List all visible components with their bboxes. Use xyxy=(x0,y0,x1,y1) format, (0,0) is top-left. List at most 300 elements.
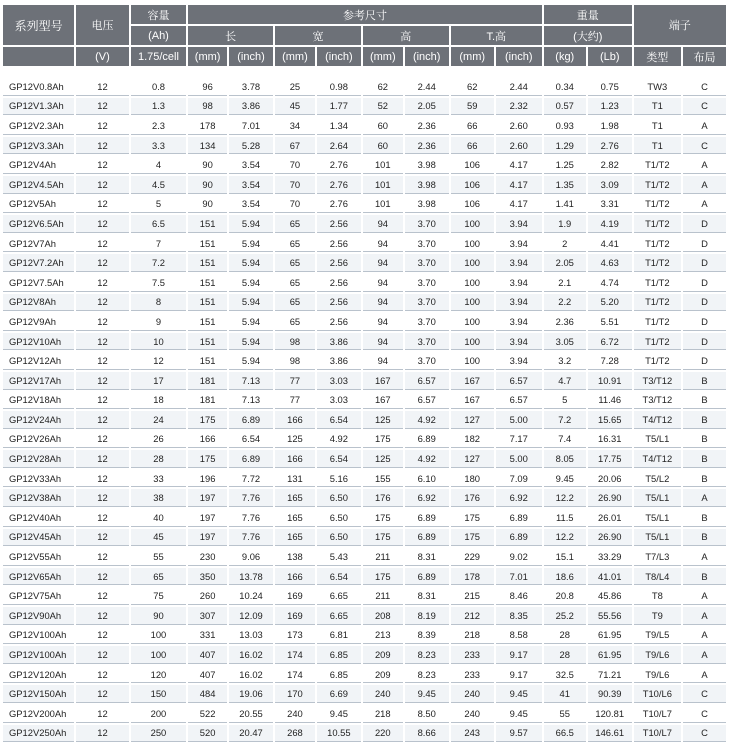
cell-total-height-inch: 8.35 xyxy=(496,607,542,625)
cell-weight-lb: 4.63 xyxy=(588,254,632,272)
table-row xyxy=(3,646,726,664)
cell-terminal-type: T1 xyxy=(634,117,681,135)
cell-weight-lb: 11.46 xyxy=(588,392,632,410)
cell-height-inch: 6.57 xyxy=(405,372,449,390)
table-row xyxy=(3,685,726,703)
cell-model: GP12V18Ah xyxy=(3,392,74,410)
cell-total-height-mm: 106 xyxy=(451,156,494,174)
cell-total-height-mm: 218 xyxy=(451,627,494,645)
cell-length-inch: 3.54 xyxy=(229,176,273,194)
cell-length-mm: 151 xyxy=(188,235,227,253)
cell-width-inch: 6.65 xyxy=(317,587,361,605)
cell-weight-kg: 15.1 xyxy=(544,548,586,566)
cell-weight-kg: 2.1 xyxy=(544,274,586,292)
cell-height-inch: 6.10 xyxy=(405,470,449,488)
cell-model: GP12V75Ah xyxy=(3,587,74,605)
cell-model: GP12V7Ah xyxy=(3,235,74,253)
table-row xyxy=(3,529,726,547)
cell-terminal-type: T1/T2 xyxy=(634,352,681,370)
cell-total-height-mm: 167 xyxy=(451,372,494,390)
cell-terminal-layout: D xyxy=(683,235,726,253)
header-length: 长 xyxy=(188,26,273,45)
cell-capacity: 10 xyxy=(131,333,187,351)
cell-weight-kg: 0.93 xyxy=(544,117,586,135)
cell-capacity: 9 xyxy=(131,313,187,331)
cell-width-inch: 6.81 xyxy=(317,627,361,645)
cell-width-inch: 2.76 xyxy=(317,156,361,174)
cell-total-height-mm: 178 xyxy=(451,568,494,586)
cell-model: GP12V7.2Ah xyxy=(3,254,74,272)
cell-total-height-mm: 66 xyxy=(451,117,494,135)
table-row xyxy=(3,725,726,743)
header-length-mm: (mm) xyxy=(188,47,227,66)
table-row xyxy=(3,254,726,272)
cell-capacity: 150 xyxy=(131,685,187,703)
cell-model: GP12V4.5Ah xyxy=(3,176,74,194)
cell-weight-lb: 3.31 xyxy=(588,196,632,214)
cell-height-inch: 6.92 xyxy=(405,489,449,507)
table-row xyxy=(3,156,726,174)
cell-total-height-mm: 212 xyxy=(451,607,494,625)
cell-length-inch: 3.86 xyxy=(229,98,273,116)
table-row xyxy=(3,509,726,527)
cell-terminal-layout: A xyxy=(683,176,726,194)
cell-total-height-inch: 2.60 xyxy=(496,117,542,135)
cell-weight-lb: 2.82 xyxy=(588,156,632,174)
cell-weight-kg: 1.9 xyxy=(544,215,586,233)
header-weight-lb: (Lb) xyxy=(588,47,632,66)
header-width: 宽 xyxy=(275,26,361,45)
cell-terminal-layout: A xyxy=(683,196,726,214)
table-row xyxy=(3,196,726,214)
cell-weight-kg: 4.7 xyxy=(544,372,586,390)
cell-height-mm: 208 xyxy=(363,607,403,625)
cell-width-inch: 10.55 xyxy=(317,725,361,743)
table-row xyxy=(3,666,726,684)
cell-capacity: 17 xyxy=(131,372,187,390)
cell-model: GP12V90Ah xyxy=(3,607,74,625)
cell-weight-kg: 32.5 xyxy=(544,666,586,684)
header-model: 系列型号 xyxy=(3,5,74,45)
cell-voltage: 12 xyxy=(76,568,128,586)
cell-total-height-mm: 62 xyxy=(451,78,494,96)
cell-terminal-type: T1/T2 xyxy=(634,294,681,312)
cell-width-inch: 2.56 xyxy=(317,254,361,272)
cell-weight-lb: 1.98 xyxy=(588,117,632,135)
cell-terminal-layout: B xyxy=(683,470,726,488)
cell-voltage: 12 xyxy=(76,294,128,312)
cell-terminal-layout: B xyxy=(683,411,726,429)
cell-total-height-mm: 182 xyxy=(451,431,494,449)
cell-total-height-inch: 2.32 xyxy=(496,98,542,116)
cell-height-mm: 94 xyxy=(363,274,403,292)
cell-total-height-mm: 215 xyxy=(451,587,494,605)
table-row xyxy=(3,176,726,194)
cell-weight-kg: 12.2 xyxy=(544,529,586,547)
cell-terminal-type: T9/L6 xyxy=(634,646,681,664)
cell-weight-kg: 28 xyxy=(544,646,586,664)
cell-height-mm: 213 xyxy=(363,627,403,645)
cell-total-height-inch: 6.57 xyxy=(496,392,542,410)
cell-height-inch: 2.36 xyxy=(405,117,449,135)
cell-width-inch: 6.65 xyxy=(317,607,361,625)
cell-width-mm: 131 xyxy=(275,470,315,488)
cell-terminal-layout: C xyxy=(683,705,726,723)
cell-weight-kg: 41 xyxy=(544,685,586,703)
cell-total-height-inch: 9.17 xyxy=(496,666,542,684)
cell-capacity: 7 xyxy=(131,235,187,253)
cell-terminal-layout: D xyxy=(683,294,726,312)
header-voltage-unit: (V) xyxy=(76,47,128,66)
cell-weight-kg: 1.41 xyxy=(544,196,586,214)
cell-width-mm: 65 xyxy=(275,254,315,272)
cell-weight-kg: 11.5 xyxy=(544,509,586,527)
cell-terminal-layout: B xyxy=(683,450,726,468)
table-row xyxy=(3,235,726,253)
cell-width-inch: 6.54 xyxy=(317,568,361,586)
cell-terminal-layout: A xyxy=(683,587,726,605)
cell-model: GP12V4Ah xyxy=(3,156,74,174)
cell-terminal-layout: A xyxy=(683,607,726,625)
cell-length-inch: 5.94 xyxy=(229,215,273,233)
cell-capacity: 200 xyxy=(131,705,187,723)
cell-width-inch: 2.56 xyxy=(317,294,361,312)
cell-terminal-type: T10/L7 xyxy=(634,725,681,743)
cell-weight-lb: 41.01 xyxy=(588,568,632,586)
header-height-mm: (mm) xyxy=(363,47,403,66)
cell-length-mm: 407 xyxy=(188,666,227,684)
cell-terminal-type: T1/T2 xyxy=(634,176,681,194)
cell-total-height-mm: 175 xyxy=(451,529,494,547)
cell-height-mm: 175 xyxy=(363,529,403,547)
cell-length-mm: 96 xyxy=(188,78,227,96)
header-width-mm: (mm) xyxy=(275,47,315,66)
cell-height-mm: 101 xyxy=(363,176,403,194)
cell-terminal-layout: A xyxy=(683,548,726,566)
cell-voltage: 12 xyxy=(76,685,128,703)
cell-total-height-inch: 3.94 xyxy=(496,313,542,331)
cell-voltage: 12 xyxy=(76,274,128,292)
cell-terminal-type: T1 xyxy=(634,137,681,155)
cell-width-inch: 6.85 xyxy=(317,666,361,684)
cell-width-inch: 3.03 xyxy=(317,392,361,410)
cell-weight-lb: 61.95 xyxy=(588,627,632,645)
cell-capacity: 40 xyxy=(131,509,187,527)
cell-height-inch: 2.36 xyxy=(405,137,449,155)
cell-height-inch: 6.89 xyxy=(405,568,449,586)
cell-voltage: 12 xyxy=(76,411,128,429)
cell-voltage: 12 xyxy=(76,98,128,116)
cell-height-mm: 125 xyxy=(363,450,403,468)
header-total-height: T.高 xyxy=(451,26,542,45)
cell-capacity: 18 xyxy=(131,392,187,410)
cell-length-mm: 175 xyxy=(188,450,227,468)
cell-length-mm: 151 xyxy=(188,333,227,351)
cell-width-inch: 6.54 xyxy=(317,450,361,468)
cell-model: GP12V26Ah xyxy=(3,431,74,449)
cell-width-mm: 67 xyxy=(275,137,315,155)
cell-weight-lb: 26.01 xyxy=(588,509,632,527)
cell-length-inch: 5.28 xyxy=(229,137,273,155)
cell-length-inch: 13.78 xyxy=(229,568,273,586)
cell-length-mm: 181 xyxy=(188,392,227,410)
cell-length-inch: 19.06 xyxy=(229,685,273,703)
cell-total-height-mm: 180 xyxy=(451,470,494,488)
cell-total-height-inch: 6.89 xyxy=(496,529,542,547)
cell-weight-lb: 1.23 xyxy=(588,98,632,116)
cell-length-mm: 134 xyxy=(188,137,227,155)
cell-width-mm: 166 xyxy=(275,411,315,429)
cell-width-inch: 2.76 xyxy=(317,196,361,214)
cell-terminal-type: T8/L4 xyxy=(634,568,681,586)
cell-weight-lb: 10.91 xyxy=(588,372,632,390)
cell-width-mm: 169 xyxy=(275,587,315,605)
cell-terminal-type: T1/T2 xyxy=(634,156,681,174)
cell-voltage: 12 xyxy=(76,725,128,743)
cell-terminal-layout: C xyxy=(683,98,726,116)
cell-terminal-layout: D xyxy=(683,215,726,233)
cell-width-inch: 6.50 xyxy=(317,509,361,527)
cell-height-inch: 3.70 xyxy=(405,352,449,370)
cell-capacity: 24 xyxy=(131,411,187,429)
cell-total-height-mm: 127 xyxy=(451,450,494,468)
cell-capacity: 2.3 xyxy=(131,117,187,135)
cell-terminal-layout: C xyxy=(683,137,726,155)
cell-total-height-inch: 7.17 xyxy=(496,431,542,449)
cell-terminal-type: T5/L1 xyxy=(634,431,681,449)
cell-weight-kg: 2 xyxy=(544,235,586,253)
cell-model: GP12V10Ah xyxy=(3,333,74,351)
cell-capacity: 45 xyxy=(131,529,187,547)
cell-length-inch: 3.54 xyxy=(229,196,273,214)
cell-width-mm: 65 xyxy=(275,313,315,331)
cell-voltage: 12 xyxy=(76,450,128,468)
cell-total-height-mm: 106 xyxy=(451,176,494,194)
cell-terminal-type: T1/T2 xyxy=(634,274,681,292)
cell-weight-lb: 120.81 xyxy=(588,705,632,723)
cell-total-height-inch: 9.02 xyxy=(496,548,542,566)
cell-voltage: 12 xyxy=(76,78,128,96)
cell-length-mm: 181 xyxy=(188,372,227,390)
cell-height-mm: 125 xyxy=(363,411,403,429)
cell-length-inch: 13.03 xyxy=(229,627,273,645)
cell-width-mm: 166 xyxy=(275,450,315,468)
cell-height-inch: 3.70 xyxy=(405,313,449,331)
cell-terminal-type: T1/T2 xyxy=(634,215,681,233)
cell-weight-lb: 33.29 xyxy=(588,548,632,566)
cell-voltage: 12 xyxy=(76,627,128,645)
cell-length-mm: 175 xyxy=(188,411,227,429)
cell-length-inch: 9.06 xyxy=(229,548,273,566)
cell-length-inch: 7.13 xyxy=(229,372,273,390)
cell-weight-kg: 5 xyxy=(544,392,586,410)
cell-weight-lb: 4.19 xyxy=(588,215,632,233)
cell-weight-lb: 0.75 xyxy=(588,78,632,96)
cell-height-mm: 60 xyxy=(363,117,403,135)
cell-length-inch: 12.09 xyxy=(229,607,273,625)
cell-terminal-type: T7/L3 xyxy=(634,548,681,566)
cell-weight-lb: 55.56 xyxy=(588,607,632,625)
table-row xyxy=(3,568,726,586)
cell-length-mm: 484 xyxy=(188,685,227,703)
cell-length-inch: 6.89 xyxy=(229,411,273,429)
cell-weight-lb: 26.90 xyxy=(588,529,632,547)
cell-terminal-type: T9/L5 xyxy=(634,627,681,645)
cell-capacity: 28 xyxy=(131,450,187,468)
cell-height-inch: 3.70 xyxy=(405,333,449,351)
cell-height-mm: 211 xyxy=(363,587,403,605)
cell-total-height-inch: 3.94 xyxy=(496,254,542,272)
cell-total-height-mm: 175 xyxy=(451,509,494,527)
cell-length-inch: 7.13 xyxy=(229,392,273,410)
header-terminal-layout: 布局 xyxy=(683,47,726,66)
cell-length-inch: 5.94 xyxy=(229,235,273,253)
table-row xyxy=(3,313,726,331)
battery-spec-table xyxy=(1,3,728,744)
cell-terminal-type: T9 xyxy=(634,607,681,625)
cell-terminal-type: T1/T2 xyxy=(634,333,681,351)
cell-total-height-inch: 8.46 xyxy=(496,587,542,605)
cell-width-mm: 174 xyxy=(275,666,315,684)
cell-height-inch: 3.70 xyxy=(405,274,449,292)
cell-terminal-layout: C xyxy=(683,78,726,96)
cell-weight-lb: 90.39 xyxy=(588,685,632,703)
cell-total-height-mm: 100 xyxy=(451,294,494,312)
cell-length-mm: 230 xyxy=(188,548,227,566)
cell-length-mm: 520 xyxy=(188,725,227,743)
cell-weight-kg: 8.05 xyxy=(544,450,586,468)
cell-height-inch: 2.44 xyxy=(405,78,449,96)
cell-width-mm: 240 xyxy=(275,705,315,723)
cell-length-inch: 10.24 xyxy=(229,587,273,605)
cell-width-inch: 5.43 xyxy=(317,548,361,566)
cell-terminal-layout: A xyxy=(683,489,726,507)
cell-width-mm: 165 xyxy=(275,529,315,547)
cell-terminal-layout: D xyxy=(683,333,726,351)
cell-length-mm: 197 xyxy=(188,509,227,527)
cell-voltage: 12 xyxy=(76,117,128,135)
cell-voltage: 12 xyxy=(76,646,128,664)
cell-height-mm: 101 xyxy=(363,156,403,174)
cell-capacity: 250 xyxy=(131,725,187,743)
cell-height-inch: 6.89 xyxy=(405,529,449,547)
cell-height-mm: 209 xyxy=(363,646,403,664)
cell-terminal-type: T1/T2 xyxy=(634,235,681,253)
cell-weight-kg: 9.45 xyxy=(544,470,586,488)
cell-weight-kg: 1.35 xyxy=(544,176,586,194)
cell-terminal-layout: A xyxy=(683,666,726,684)
cell-width-mm: 268 xyxy=(275,725,315,743)
cell-length-mm: 90 xyxy=(188,156,227,174)
header-terminal-type: 类型 xyxy=(634,47,681,66)
cell-total-height-inch: 3.94 xyxy=(496,294,542,312)
cell-voltage: 12 xyxy=(76,705,128,723)
cell-width-mm: 173 xyxy=(275,627,315,645)
cell-width-inch: 3.86 xyxy=(317,333,361,351)
cell-model: GP12V100Ah xyxy=(3,627,74,645)
cell-length-inch: 7.72 xyxy=(229,470,273,488)
table-row xyxy=(3,392,726,410)
table-row xyxy=(3,627,726,645)
cell-weight-lb: 26.90 xyxy=(588,489,632,507)
cell-length-mm: 407 xyxy=(188,646,227,664)
cell-capacity: 100 xyxy=(131,646,187,664)
cell-terminal-type: T1 xyxy=(634,98,681,116)
cell-total-height-inch: 3.94 xyxy=(496,274,542,292)
cell-height-mm: 52 xyxy=(363,98,403,116)
cell-length-mm: 90 xyxy=(188,176,227,194)
cell-terminal-layout: A xyxy=(683,646,726,664)
cell-width-mm: 98 xyxy=(275,352,315,370)
cell-model: GP12V3.3Ah xyxy=(3,137,74,155)
cell-terminal-type: T5/L1 xyxy=(634,489,681,507)
cell-model: GP12V1.3Ah xyxy=(3,98,74,116)
cell-total-height-inch: 3.94 xyxy=(496,235,542,253)
cell-total-height-mm: 100 xyxy=(451,235,494,253)
cell-length-mm: 151 xyxy=(188,313,227,331)
cell-width-inch: 2.56 xyxy=(317,215,361,233)
cell-model: GP12V28Ah xyxy=(3,450,74,468)
cell-total-height-mm: 127 xyxy=(451,411,494,429)
cell-model: GP12V7.5Ah xyxy=(3,274,74,292)
cell-model: GP12V38Ah xyxy=(3,489,74,507)
cell-height-inch: 6.57 xyxy=(405,392,449,410)
cell-weight-kg: 20.8 xyxy=(544,587,586,605)
cell-terminal-type: TW3 xyxy=(634,78,681,96)
cell-height-mm: 176 xyxy=(363,489,403,507)
cell-length-inch: 5.94 xyxy=(229,294,273,312)
header-capacity-label: 容量 xyxy=(147,9,170,22)
cell-height-mm: 175 xyxy=(363,431,403,449)
cell-terminal-type: T4/T12 xyxy=(634,411,681,429)
cell-terminal-type: T3/T12 xyxy=(634,372,681,390)
cell-length-mm: 197 xyxy=(188,489,227,507)
cell-weight-lb: 3.09 xyxy=(588,176,632,194)
cell-terminal-layout: B xyxy=(683,372,726,390)
cell-total-height-mm: 106 xyxy=(451,196,494,214)
cell-width-inch: 6.54 xyxy=(317,411,361,429)
cell-terminal-layout: B xyxy=(683,529,726,547)
cell-voltage: 12 xyxy=(76,431,128,449)
cell-capacity: 55 xyxy=(131,548,187,566)
cell-total-height-inch: 6.89 xyxy=(496,509,542,527)
cell-weight-kg: 1.25 xyxy=(544,156,586,174)
header-height: 高 xyxy=(363,26,449,45)
cell-width-mm: 70 xyxy=(275,196,315,214)
cell-length-inch: 3.78 xyxy=(229,78,273,96)
cell-width-mm: 65 xyxy=(275,274,315,292)
cell-width-inch: 6.50 xyxy=(317,529,361,547)
cell-weight-lb: 6.72 xyxy=(588,333,632,351)
header-terminal: 端子 xyxy=(634,5,726,45)
cell-length-mm: 151 xyxy=(188,274,227,292)
cell-height-mm: 94 xyxy=(363,333,403,351)
cell-length-mm: 196 xyxy=(188,470,227,488)
cell-total-height-inch: 9.57 xyxy=(496,725,542,743)
table-row xyxy=(3,333,726,351)
cell-height-mm: 94 xyxy=(363,235,403,253)
cell-height-inch: 8.31 xyxy=(405,548,449,566)
cell-total-height-mm: 100 xyxy=(451,313,494,331)
cell-terminal-type: T5/L1 xyxy=(634,529,681,547)
cell-weight-lb: 7.28 xyxy=(588,352,632,370)
table-row xyxy=(3,352,726,370)
cell-total-height-inch: 9.17 xyxy=(496,646,542,664)
cell-width-inch: 3.03 xyxy=(317,372,361,390)
cell-height-inch: 8.23 xyxy=(405,646,449,664)
cell-length-inch: 5.94 xyxy=(229,333,273,351)
cell-length-inch: 5.94 xyxy=(229,313,273,331)
